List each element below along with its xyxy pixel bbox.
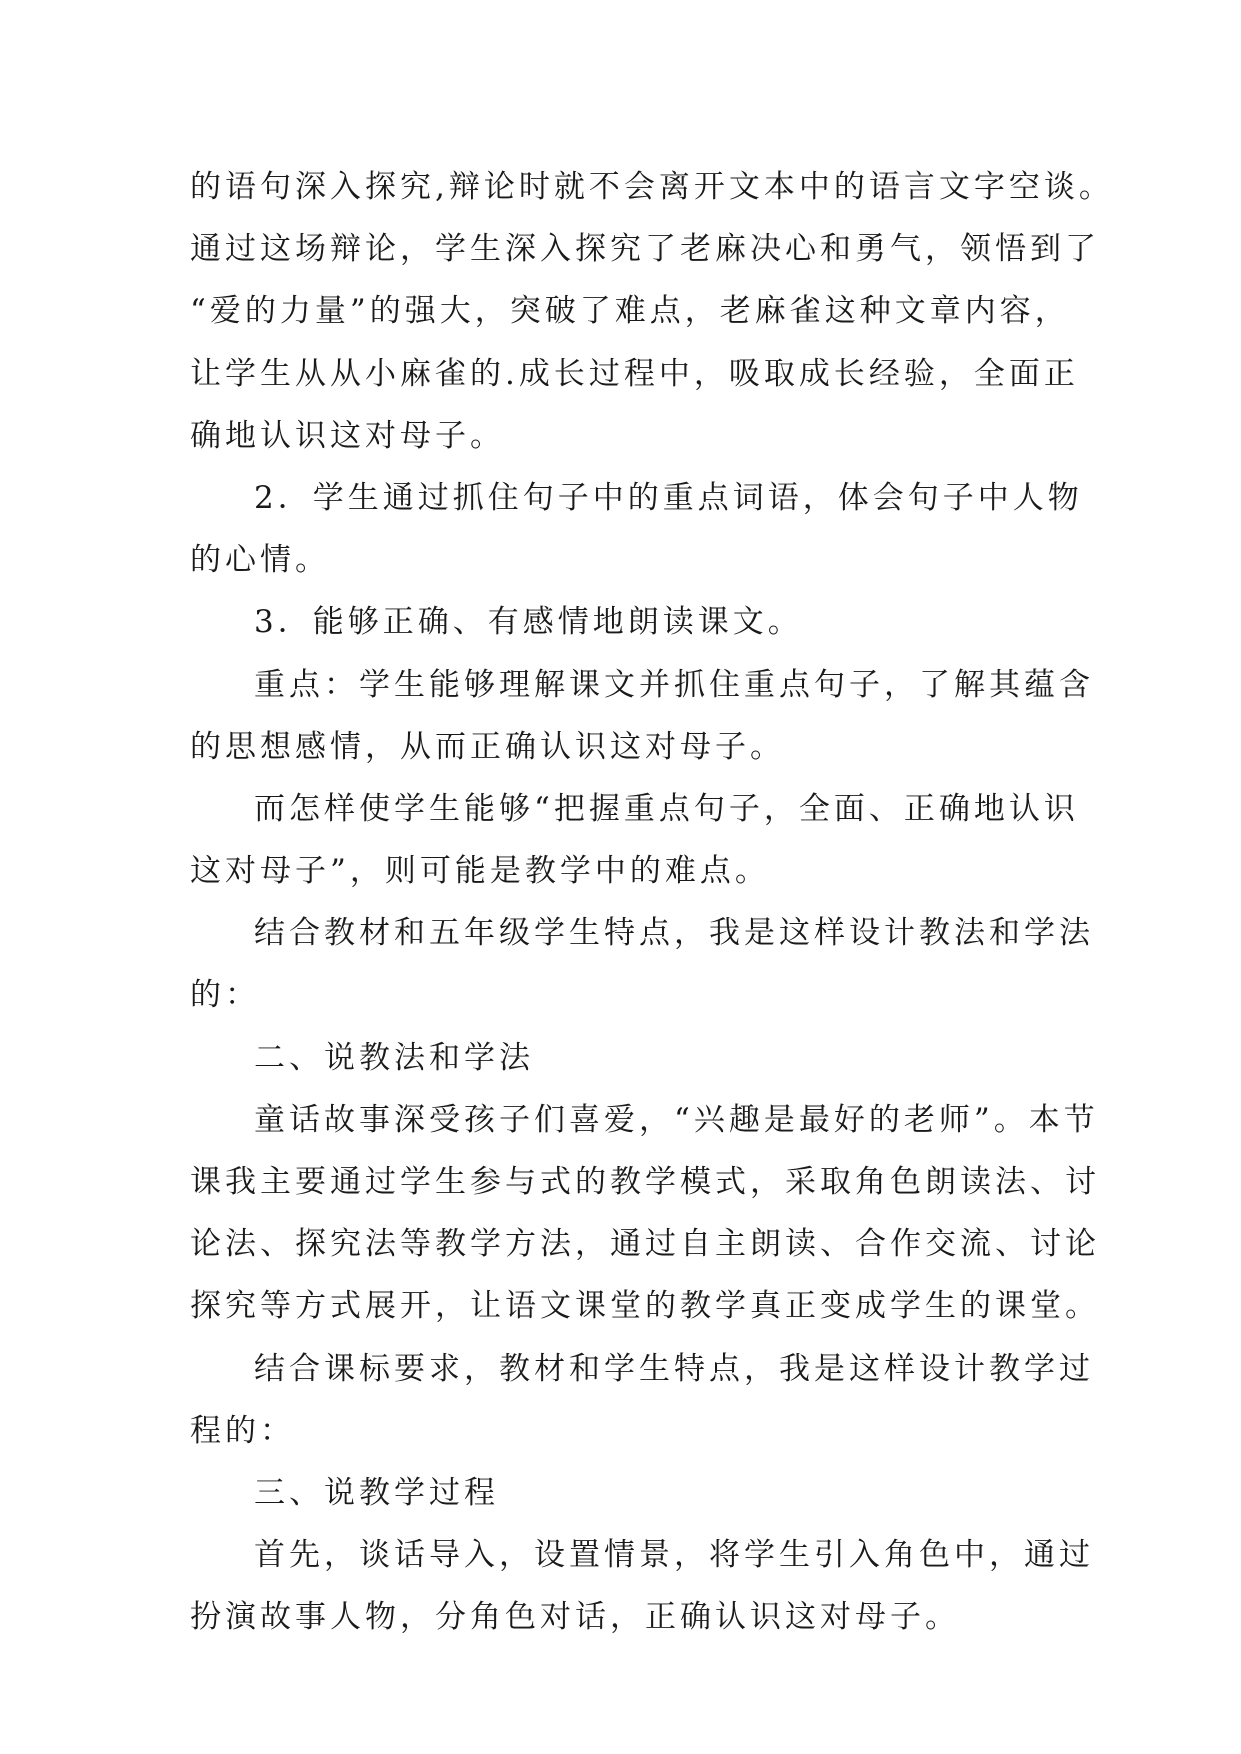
text-line: 结合课标要求，教材和学生特点，我是这样设计教学过 bbox=[254, 1350, 1094, 1387]
text-line: “爱的力量”的强大，突破了难点，老麻雀这种文章内容， bbox=[190, 293, 1070, 330]
section-heading: 三、说教学过程 bbox=[254, 1474, 499, 1511]
text-line: 课我主要通过学生参与式的教学模式，采取角色朗读法、讨 bbox=[190, 1164, 1100, 1200]
text-line: 结合教材和五年级学生特点，我是这样设计教法和学法 bbox=[254, 915, 1094, 952]
text-line: 通过这场辩论，学生深入探究了老麻决心和勇气，领悟到了 bbox=[190, 231, 1100, 268]
text-line: 这对母子”，则可能是教学中的难点。 bbox=[190, 853, 770, 890]
text-line: 的语句深入探究,辩论时就不会离开文本中的语言文字空谈。 bbox=[190, 169, 1114, 205]
text-line: 扮演故事人物，分角色对话，正确认识这对母子。 bbox=[190, 1599, 960, 1636]
text-line: 首先，谈话导入，设置情景，将学生引入角色中，通过 bbox=[254, 1537, 1094, 1574]
text-line: 程的： bbox=[190, 1412, 295, 1449]
text-line: 让学生从从小麻雀的.成长过程中，吸取成长经验，全面正 bbox=[190, 355, 1079, 392]
document-body bbox=[190, 156, 1114, 1649]
text-line: 童话故事深受孩子们喜爱，“兴趣是最好的老师”。本节 bbox=[254, 1101, 1099, 1138]
text-line: 的： bbox=[190, 977, 260, 1014]
text-line: 3．能够正确、有感情地朗读课文。 bbox=[254, 604, 803, 641]
text-line: 的思想感情，从而正确认识这对母子。 bbox=[190, 728, 785, 765]
text-line: 论法、探究法等教学方法，通过自主朗读、合作交流、讨论 bbox=[190, 1226, 1100, 1263]
text-line: 2．学生通过抓住句子中的重点词语，体会句子中人物 bbox=[254, 479, 1083, 516]
text-line: 探究等方式展开，让语文课堂的教学真正变成学生的课堂。 bbox=[190, 1288, 1100, 1325]
text-line: 而怎样使学生能够“把握重点句子，全面、正确地认识 bbox=[254, 790, 1079, 827]
text-line: 重点：学生能够理解课文并抓住重点句子，了解其蕴含 bbox=[254, 666, 1094, 703]
section-heading: 二、说教法和学法 bbox=[254, 1039, 534, 1076]
text-line: 的心情。 bbox=[190, 542, 330, 579]
text-line: 确地认识这对母子。 bbox=[190, 417, 505, 454]
